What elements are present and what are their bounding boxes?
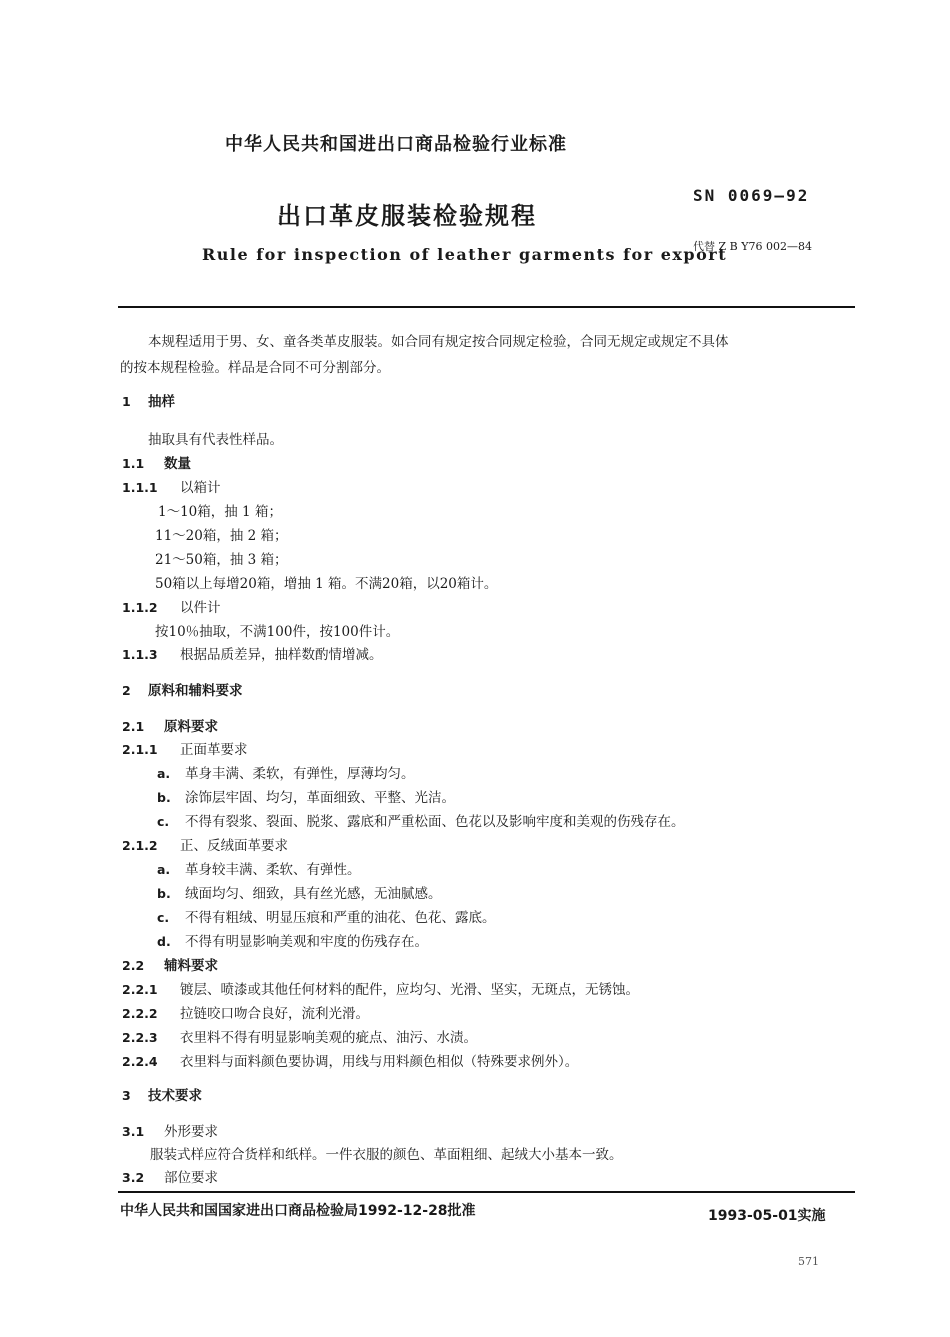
replaces-standard: 代替 Z B Y76 002—84 xyxy=(693,240,812,253)
section-3-1-text: 服装式样应符合货样和纸样。一件衣服的颜色、革面粗细、起绒大小基本一致。 xyxy=(150,1147,623,1163)
sampling-rule-2: 11～20箱，抽 2 箱； xyxy=(155,528,288,544)
page-number: 571 xyxy=(798,1255,819,1268)
clause-2-2-3 xyxy=(122,1026,477,1046)
item-text: 革身丰满、柔软，有弹性，厚薄均匀。 xyxy=(185,766,415,782)
section-title: 以件计 xyxy=(180,600,221,616)
item-mark: c. xyxy=(157,814,170,829)
section-title: 外形要求 xyxy=(164,1124,218,1140)
section-title: 原料和辅料要求 xyxy=(148,683,243,699)
section-2-1-2-heading xyxy=(122,834,288,854)
section-title: 抽样 xyxy=(148,394,175,410)
section-1-heading xyxy=(122,390,175,410)
section-1-1-2-text: 按10％抽取，不满100件，按100件计。 xyxy=(155,624,400,640)
list-item xyxy=(157,786,455,806)
section-title: 以箱计 xyxy=(180,480,221,496)
standard-code: SN 0069—92 xyxy=(693,186,810,205)
sampling-rule-4: 50箱以上每增20箱，增抽 1 箱。不满20箱，以20箱计。 xyxy=(155,576,498,592)
section-number: 2.2.2 xyxy=(122,1006,158,1021)
item-mark: a. xyxy=(157,766,171,781)
section-number: 3.2 xyxy=(122,1170,145,1185)
item-mark: a. xyxy=(157,862,171,877)
clause-2-2-2 xyxy=(122,1002,369,1022)
item-text: 绒面均匀、细致，具有丝光感，无油腻感。 xyxy=(185,886,442,902)
clause-text: 镀层、喷漆或其他任何材料的配件，应均匀、光滑、坚实，无斑点，无锈蚀。 xyxy=(180,982,639,998)
clause-2-2-1 xyxy=(122,978,639,998)
section-title: 正、反绒面革要求 xyxy=(180,838,288,854)
section-number: 2.2 xyxy=(122,958,145,973)
section-1-1-heading xyxy=(122,452,191,472)
list-item xyxy=(157,762,415,782)
item-mark: c. xyxy=(157,910,170,925)
section-number: 1.1 xyxy=(122,456,145,471)
list-item xyxy=(157,810,685,830)
item-text: 涂饰层牢固、均匀，革面细致、平整、光洁。 xyxy=(185,790,455,806)
section-number: 3 xyxy=(122,1088,131,1103)
clause-2-2-4 xyxy=(122,1050,578,1070)
section-1-1-3-heading xyxy=(122,643,383,663)
item-text: 革身较丰满、柔软、有弹性。 xyxy=(185,862,361,878)
item-mark: b. xyxy=(157,790,171,805)
section-number: 1 xyxy=(122,394,131,409)
implementation-date: 1993-05-01实施 xyxy=(708,1208,826,1224)
section-number: 2 xyxy=(122,683,131,698)
section-number: 2.2.3 xyxy=(122,1030,158,1045)
intro-line-2: 的按本规程检验。样品是合同不可分割部分。 xyxy=(120,360,390,376)
approval-notice: 中华人民共和国国家进出口商品检验局1992-12-28批准 xyxy=(120,1203,476,1219)
list-item xyxy=(157,906,496,926)
clause-text: 拉链咬口吻合良好，流利光滑。 xyxy=(180,1006,369,1022)
section-1-text: 抽取具有代表性样品。 xyxy=(148,432,283,448)
section-2-1-1-heading xyxy=(122,738,248,758)
sampling-rule-1: 1～10箱，抽 1 箱； xyxy=(158,504,282,520)
document-title-cn: 出口革皮服装检验规程 xyxy=(277,202,537,230)
list-item xyxy=(157,882,442,902)
section-number: 2.1.1 xyxy=(122,742,158,757)
item-text: 不得有裂浆、裂面、脱浆、露底和严重松面、色花以及影响牢度和美观的伤残存在。 xyxy=(185,814,685,830)
section-number: 1.1.1 xyxy=(122,480,158,495)
section-title: 辅料要求 xyxy=(164,958,218,974)
section-title: 正面革要求 xyxy=(180,742,248,758)
section-number: 2.2.4 xyxy=(122,1054,158,1069)
section-1-1-2-heading xyxy=(122,596,221,616)
item-text: 不得有粗绒、明显压痕和严重的油花、色花、露底。 xyxy=(185,910,496,926)
item-mark: d. xyxy=(157,934,171,949)
footer-divider xyxy=(118,1191,855,1193)
section-title: 数量 xyxy=(164,456,191,472)
section-number: 1.1.2 xyxy=(122,600,158,615)
section-2-1-heading xyxy=(122,715,218,735)
section-number: 2.1 xyxy=(122,719,145,734)
section-number: 1.1.3 xyxy=(122,647,158,662)
section-title: 原料要求 xyxy=(164,719,218,735)
sampling-rule-3: 21～50箱，抽 3 箱； xyxy=(155,552,288,568)
section-1-1-1-heading xyxy=(122,476,221,496)
section-2-2-heading xyxy=(122,954,218,974)
section-number: 3.1 xyxy=(122,1124,145,1139)
list-item xyxy=(157,930,428,950)
intro-line-1: 本规程适用于男、女、童各类革皮服装。如合同有规定按合同规定检验，合同无规定或规定不具体 xyxy=(148,334,729,350)
clause-text: 衣里料不得有明显影响美观的疵点、油污、水渍。 xyxy=(180,1030,477,1046)
section-3-heading xyxy=(122,1084,202,1104)
item-mark: b. xyxy=(157,886,171,901)
section-title: 部位要求 xyxy=(164,1170,218,1186)
item-text: 不得有明显影响美观和牢度的伤残存在。 xyxy=(185,934,428,950)
section-title: 技术要求 xyxy=(148,1088,202,1104)
clause-text: 衣里料与面料颜色要协调，用线与用料颜色相似（特殊要求例外）。 xyxy=(180,1054,579,1070)
standard-category: 中华人民共和国进出口商品检验行业标准 xyxy=(225,134,567,155)
list-item xyxy=(157,858,361,878)
document-title-en: Rule for inspection of leather garments for export xyxy=(202,245,728,264)
section-number: 2.2.1 xyxy=(122,982,158,997)
section-title: 根据品质差异，抽样数酌情增减。 xyxy=(180,647,383,663)
section-number: 2.1.2 xyxy=(122,838,158,853)
section-3-2-heading xyxy=(122,1166,218,1186)
section-2-heading xyxy=(122,679,243,699)
section-3-1-heading xyxy=(122,1120,218,1140)
